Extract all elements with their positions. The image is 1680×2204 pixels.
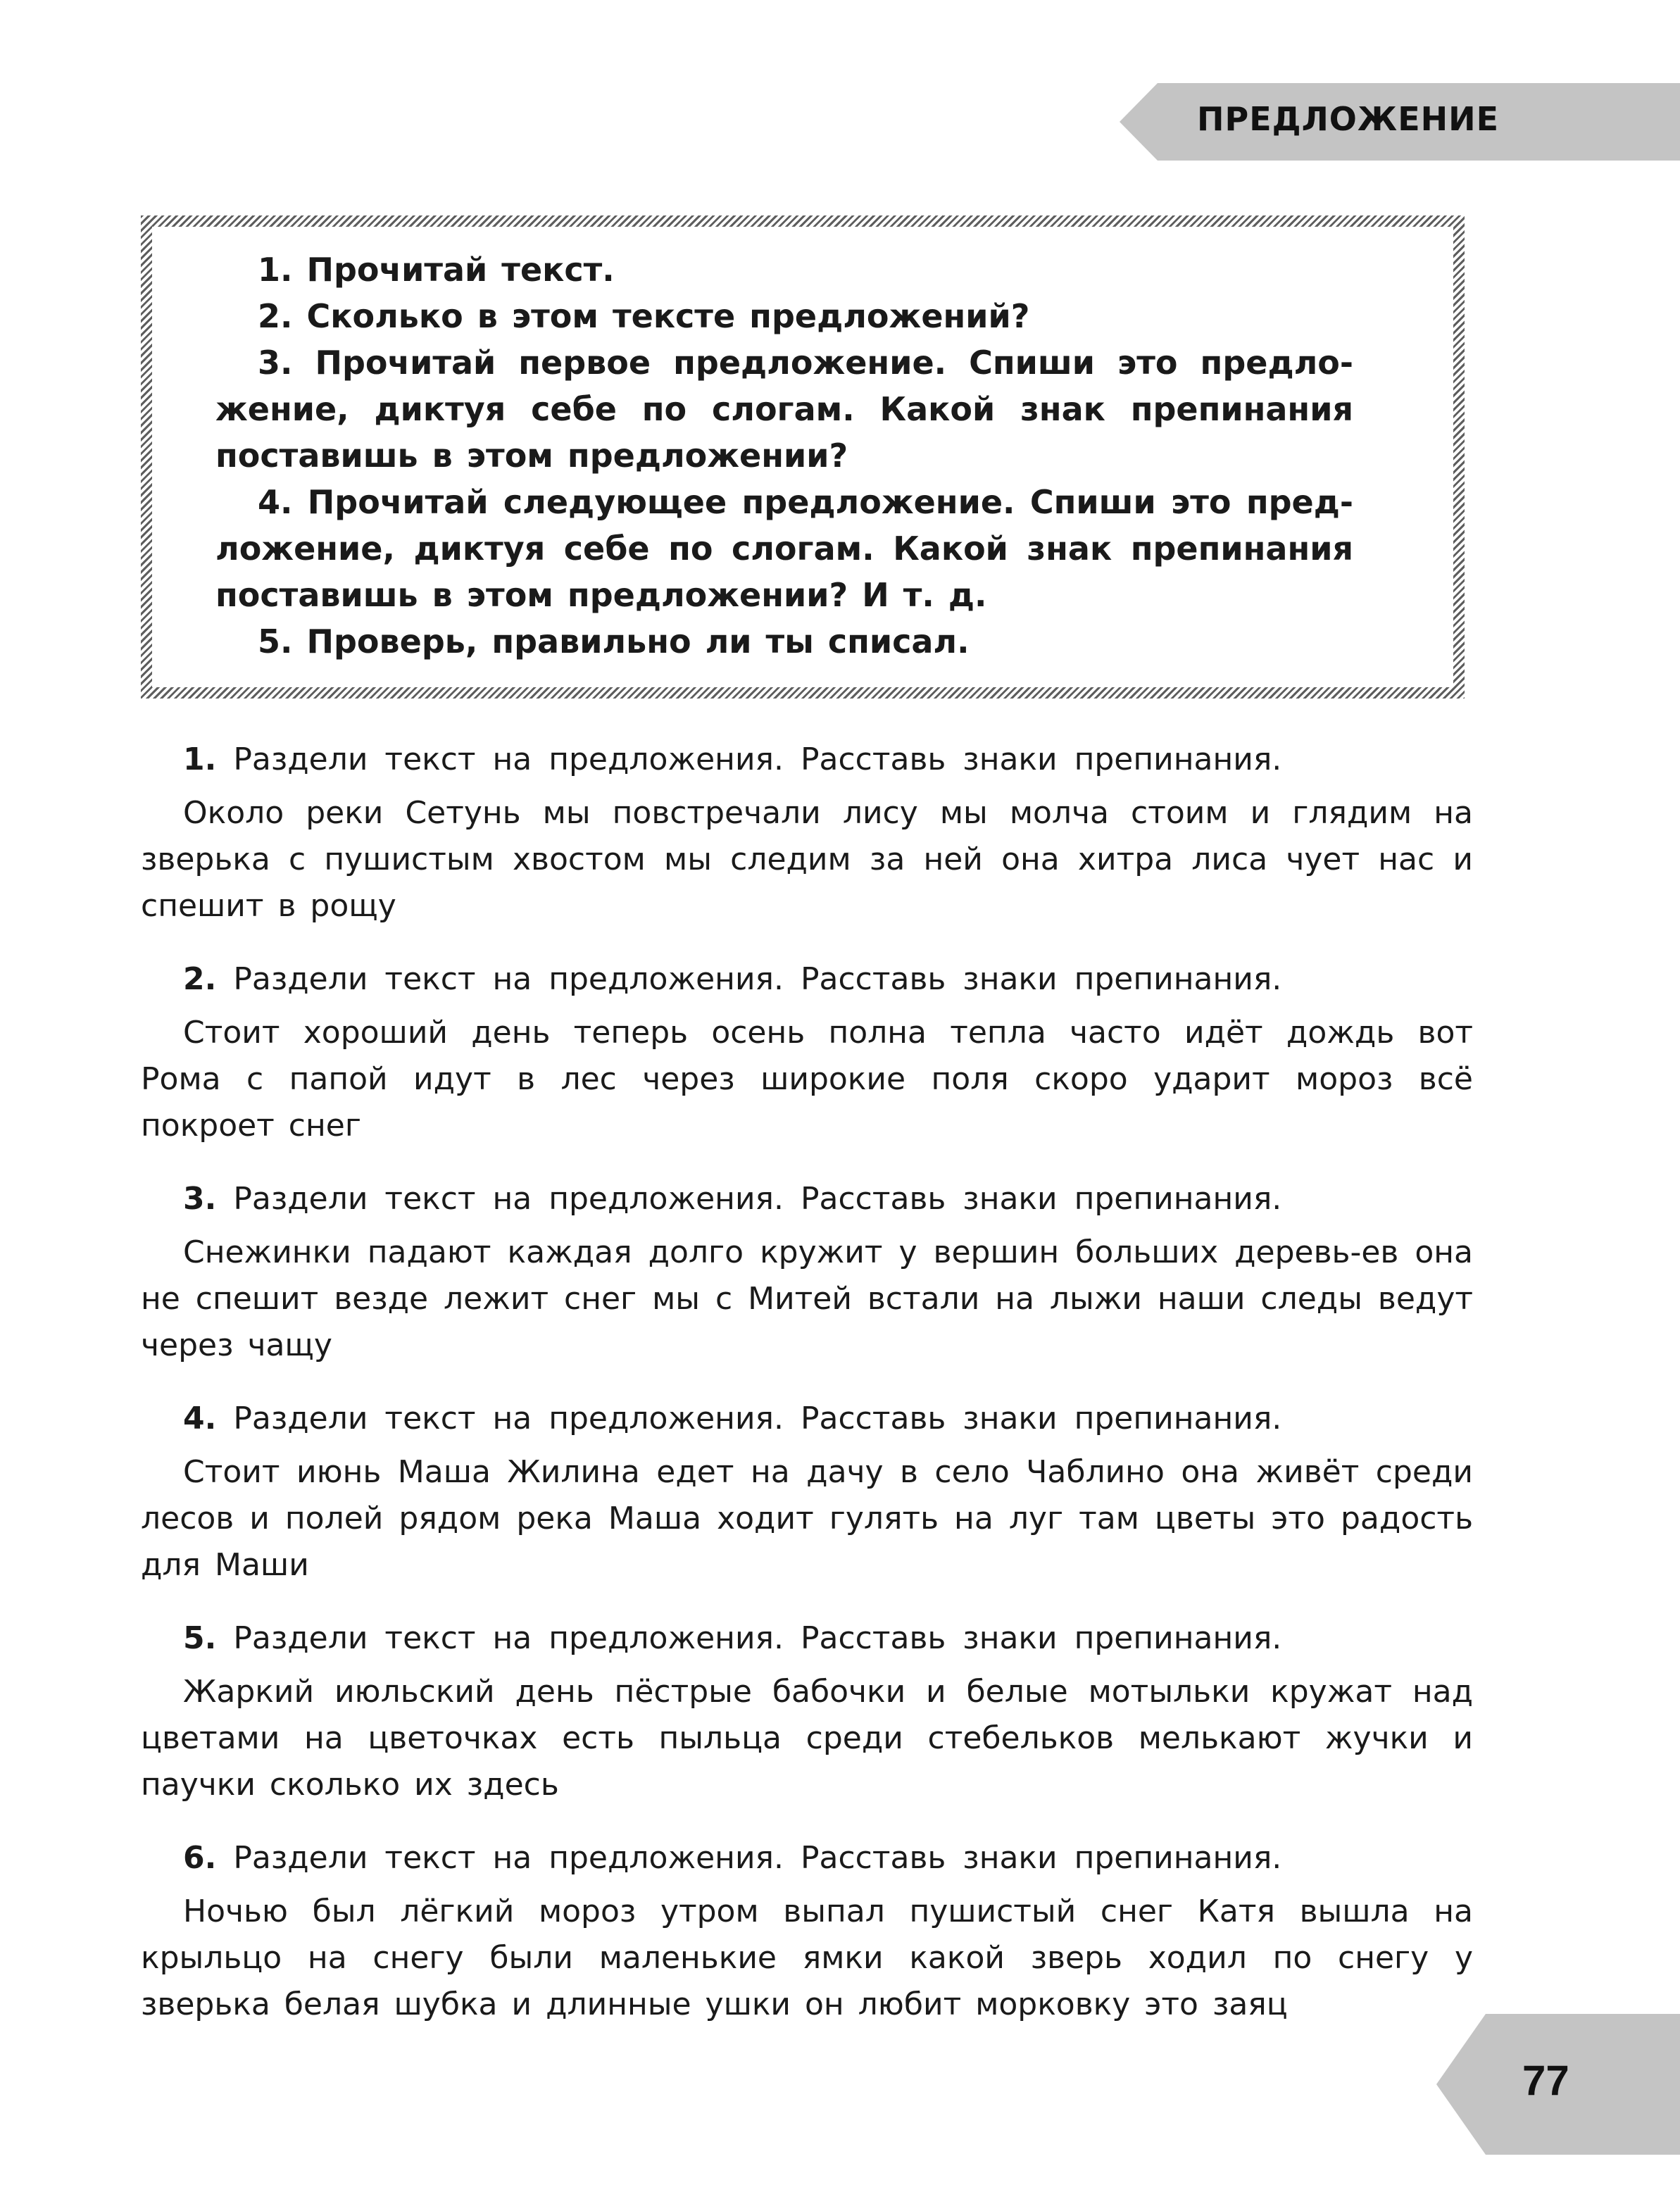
exercise-4 <box>141 1396 1473 1589</box>
exercise-5 <box>141 1615 1473 1808</box>
exercise-instruction: Раздели текст на предложения. Расставь знаки препинания. <box>233 1181 1282 1217</box>
exercise-1 <box>141 737 1473 929</box>
exercise-text: Стоит хороший день теперь осень полна тепла часто идёт дождь вот Рома с папой идут в лес через широкие поля скоро ударит мороз всё покроет снег <box>141 1015 1473 1144</box>
exercise-instruction: Раздели текст на предложения. Расставь знаки препинания. <box>233 961 1282 997</box>
exercise-heading <box>141 1615 1473 1662</box>
exercise-heading <box>141 1396 1473 1442</box>
exercise-text: Около реки Сетунь мы повстречали лису мы молча стоим и глядим на зверька с пушистым хвостом мы следим за ней она хитра лиса чует нас и спешит в рощу <box>141 795 1473 924</box>
instructions-box <box>152 227 1453 687</box>
exercise-number: 2. <box>183 961 217 997</box>
exercise-text: Стоит июнь Маша Жилина едет на дачу в село Чаблино она живёт среди лесов и полей рядом река Маша ходит гулять на луг там цветы это радость для Маши <box>141 1454 1473 1583</box>
exercise-instruction: Раздели текст на предложения. Расставь знаки препинания. <box>233 741 1282 777</box>
instruction-step-1: 1. Прочитай текст. <box>258 251 615 289</box>
exercise-instruction: Раздели текст на предложения. Расставь знаки препинания. <box>233 1401 1282 1436</box>
exercise-number: 4. <box>183 1401 217 1436</box>
exercise-heading <box>141 956 1473 1003</box>
exercise-2 <box>141 956 1473 1149</box>
exercise-instruction: Раздели текст на предложения. Расставь знаки препинания. <box>233 1840 1282 1876</box>
instruction-step-3: 3. Прочитай первое предложение. Спиши это предло-жение, диктуя себе по слогам. Какой знак препинания поставишь в этом предложении? <box>215 344 1353 475</box>
exercise-number: 3. <box>183 1181 217 1217</box>
exercise-3 <box>141 1176 1473 1369</box>
instructions-frame <box>141 215 1465 699</box>
section-title: ПРЕДЛОЖЕНИЕ <box>1197 100 1500 138</box>
instruction-step-4: 4. Прочитай следующее предложение. Спиши это пред-ложение, диктуя себе по слогам. Какой знак препинания поставишь в этом предложении? И т. д. <box>215 483 1353 614</box>
exercise-number: 5. <box>183 1620 217 1656</box>
exercise-text: Ночью был лёгкий мороз утром выпал пушистый снег Катя вышла на крыльцо на снегу были маленькие ямки какой зверь ходил по снегу у зверька белая шубка и длинные ушки он любит морковку это заяц <box>141 1893 1473 2022</box>
page-number: 77 <box>1522 2057 1569 2104</box>
instruction-step-5: 5. Проверь, правильно ли ты списал. <box>258 622 970 660</box>
exercise-number: 1. <box>183 741 217 777</box>
exercise-number: 6. <box>183 1840 217 1876</box>
exercise-text: Снежинки падают каждая долго кружит у вершин больших деревь-ев она не спешит везде лежит снег мы с Митей встали на лыжи наши следы ведут через чащу <box>141 1234 1473 1363</box>
exercise-heading <box>141 737 1473 783</box>
exercise-instruction: Раздели текст на предложения. Расставь знаки препинания. <box>233 1620 1282 1656</box>
exercise-text: Жаркий июльский день пёстрые бабочки и белые мотыльки кружат над цветами на цветочках есть пыльца среди стебельков мелькают жучки и паучки сколько их здесь <box>141 1674 1473 1803</box>
exercise-6 <box>141 1835 1473 2028</box>
instruction-step-2: 2. Сколько в этом тексте предложений? <box>258 297 1030 335</box>
exercise-heading <box>141 1835 1473 1881</box>
exercise-heading <box>141 1176 1473 1222</box>
